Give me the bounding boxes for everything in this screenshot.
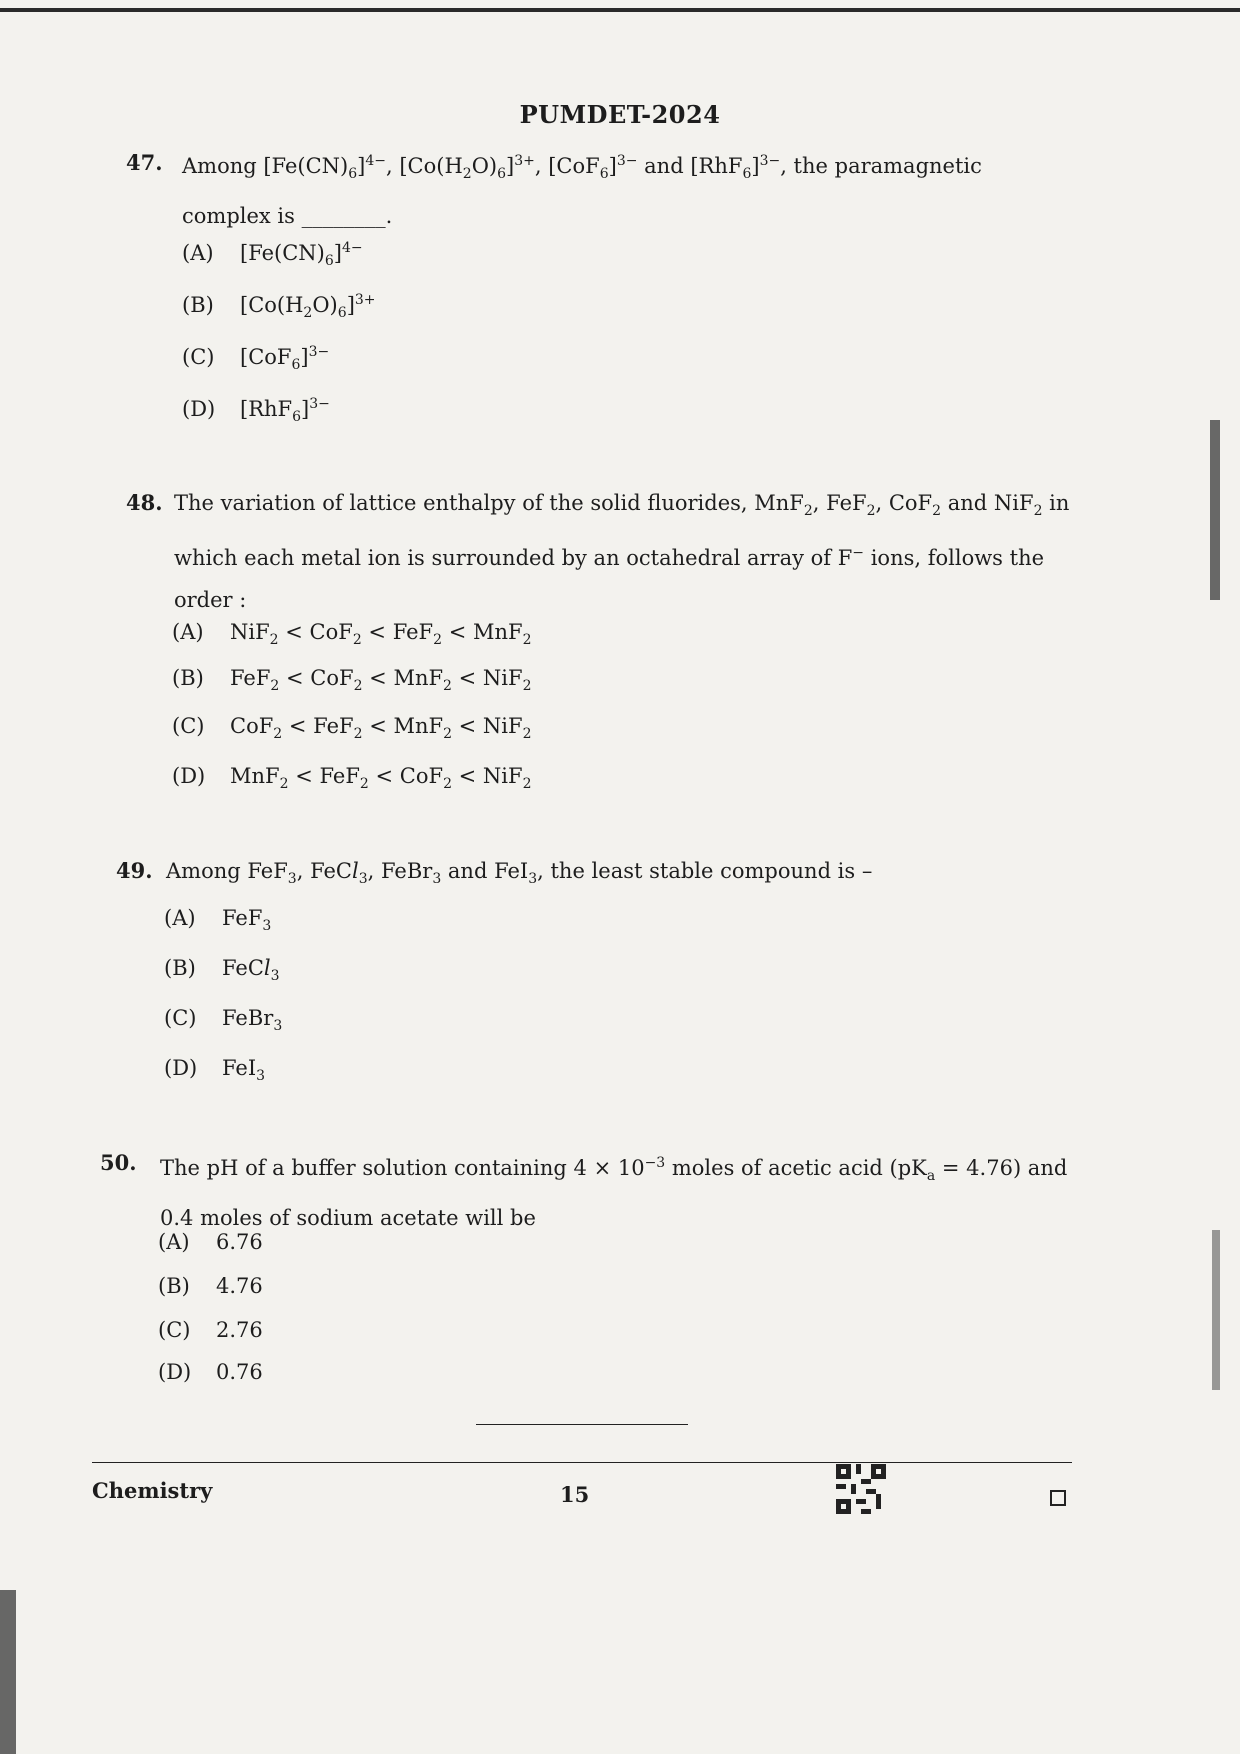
option-text: FeBr$_3$: [222, 1006, 283, 1034]
option-d[interactable]: [164, 1056, 265, 1084]
option-d[interactable]: [172, 764, 532, 792]
option-a[interactable]: [158, 1230, 263, 1254]
option-text: $[Co(H_2O)_6]^{3+}$: [240, 292, 376, 321]
scan-edge-mark: [1212, 1230, 1220, 1390]
option-label: (A): [182, 241, 214, 265]
page-title: PUMDET-2024: [519, 100, 721, 129]
footer-divider: [92, 1462, 1072, 1463]
option-label: (D): [172, 764, 206, 788]
option-text: MnF$_2$ < FeF$_2$ < CoF$_2$ < NiF$_2$: [230, 764, 532, 792]
option-text: $[CoF_6]^{3-}$: [240, 344, 330, 373]
option-text: NiF$_2$ < CoF$_2$ < FeF$_2$ < MnF$_2$: [230, 620, 532, 648]
option-label: (A): [158, 1230, 190, 1254]
option-label: (B): [172, 666, 204, 690]
question-text-part: The pH of a buffer solution containing 4 × 10: [160, 1156, 645, 1180]
question-number: 47.: [126, 150, 163, 175]
option-text: 6.76: [216, 1230, 263, 1254]
option-a[interactable]: [172, 620, 532, 648]
divider: [476, 1424, 688, 1425]
option-b[interactable]: [172, 666, 532, 694]
option-text: FeF$_2$ < CoF$_2$ < MnF$_2$ < NiF$_2$: [230, 666, 532, 694]
question-text: Among $[Fe(CN)_6]^{4-}$, $[Co(H_2O)_6]^{3+}$, $[CoF_6]^{3-}$ and $[RhF_6]^{3-}$, the paramagnetic complex is ________.: [182, 153, 982, 228]
scan-edge-mark: [0, 1590, 16, 1754]
question-number: 49.: [116, 858, 153, 883]
option-c[interactable]: [164, 1006, 282, 1034]
option-a[interactable]: [164, 906, 271, 934]
scan-edge-mark: [1210, 420, 1220, 600]
option-label: (D): [182, 397, 216, 421]
question-text: Among FeF$_3$, FeCl$_3$, FeBr$_3$ and FeI$_3$, the least stable compound is –: [166, 859, 873, 887]
option-label: (A): [172, 620, 204, 644]
option-c[interactable]: [182, 344, 329, 373]
option-text: FeF$_3$: [222, 906, 272, 934]
option-label: (D): [164, 1056, 198, 1080]
option-c[interactable]: [158, 1318, 263, 1342]
option-label: (A): [164, 906, 196, 930]
option-text: $[RhF_6]^{3-}$: [240, 396, 330, 425]
question-number: 48.: [126, 490, 163, 515]
question-text: The variation of lattice enthalpy of the solid fluorides, MnF$_2$, FeF$_2$, CoF$_2$ and NiF$_2$ in which each metal ion is surrounded by an octahedral array of F− ions, follows the order :: [174, 491, 1070, 612]
option-a[interactable]: [182, 240, 363, 269]
option-d[interactable]: [158, 1360, 263, 1384]
option-text: FeI$_3$: [222, 1056, 266, 1084]
option-label: (B): [182, 293, 214, 317]
option-text: $[Fe(CN)_6]^{4-}$: [240, 240, 363, 269]
option-label: (B): [158, 1274, 190, 1298]
option-label: (C): [164, 1006, 197, 1030]
option-label: (B): [164, 956, 196, 980]
question-number: 50.: [100, 1150, 137, 1175]
option-label: (C): [182, 345, 215, 369]
scan-edge-line: [0, 8, 1240, 12]
corner-marker: [1050, 1490, 1066, 1506]
option-b[interactable]: [164, 956, 280, 984]
option-text: 4.76: [216, 1274, 263, 1298]
option-b[interactable]: [182, 292, 376, 321]
option-text: 0.76: [216, 1360, 263, 1384]
option-d[interactable]: [182, 396, 330, 425]
option-c[interactable]: [172, 714, 532, 742]
qr-code-icon: [836, 1464, 886, 1514]
option-b[interactable]: [158, 1274, 263, 1298]
question-text: The pH of a buffer solution containing $4 \times 10^{-3}$ moles of acetic acid $(pK_a = 4.76)$ and 0.4 moles of sodium acetate will be: [160, 1155, 1068, 1230]
option-text: CoF$_2$ < FeF$_2$ < MnF$_2$ < NiF$_2$: [230, 714, 532, 742]
page-number: 15: [560, 1482, 590, 1507]
option-label: (C): [172, 714, 205, 738]
option-label: (C): [158, 1318, 191, 1342]
option-label: (D): [158, 1360, 192, 1384]
option-text: FeCl$_3$: [222, 956, 280, 984]
footer-subject: Chemistry: [92, 1478, 213, 1503]
option-text: 2.76: [216, 1318, 263, 1342]
